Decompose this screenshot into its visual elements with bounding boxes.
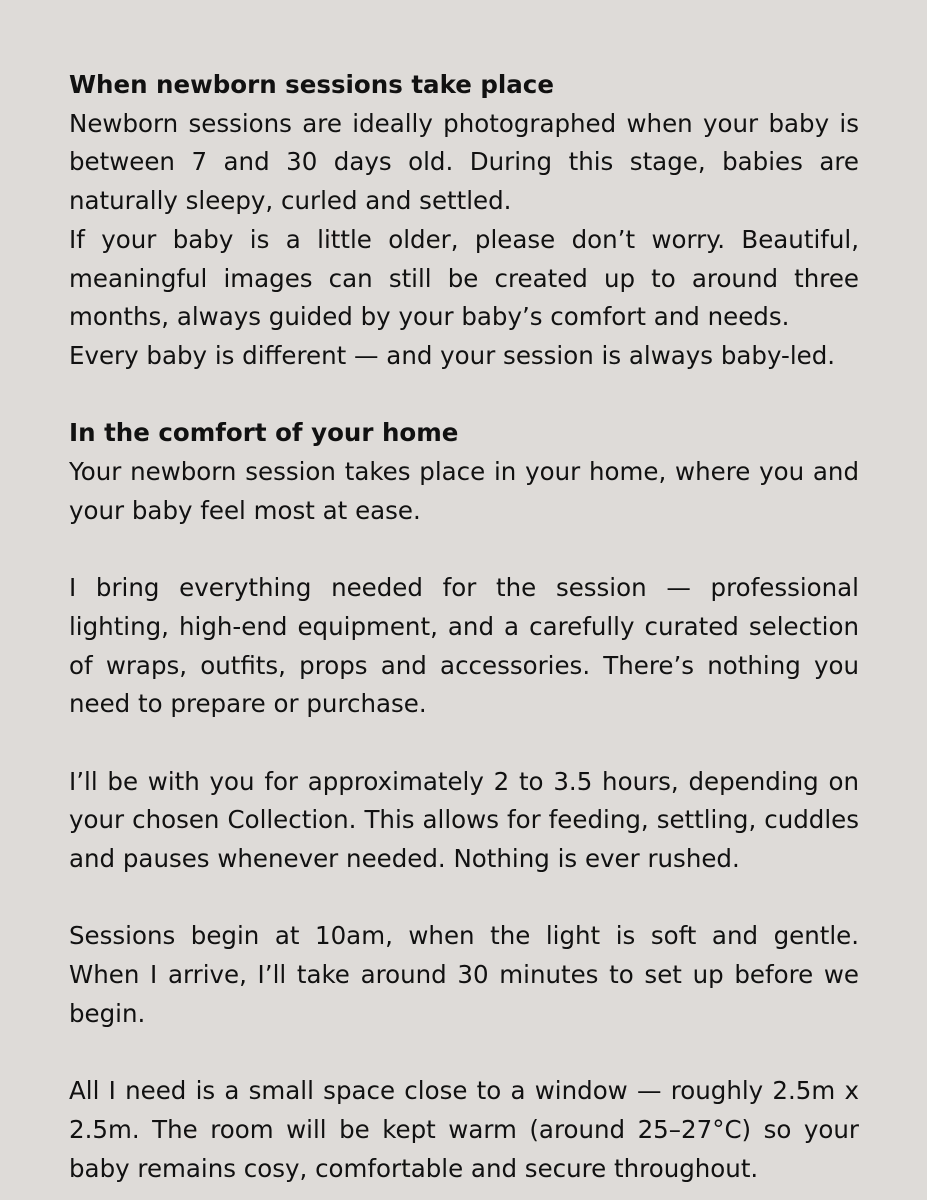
- spacer: [69, 879, 859, 918]
- section-title: When newborn sessions take place: [69, 70, 554, 99]
- paragraph: If your baby is a little older, please don’t worry. Beautiful, meaningful images can still be created up to around three months, always guided by your baby’s comfort and needs.: [69, 224, 859, 332]
- spacer: [69, 376, 859, 415]
- paragraph: Sessions begin at 10am, when the light is soft and gentle. When I arrive, I’ll take around 30 minutes to set up before we begin.: [69, 921, 859, 1028]
- spacer: [69, 1034, 859, 1073]
- paragraph: Your newborn session takes place in your home, where you and your baby feel most at ease.: [69, 457, 859, 525]
- paragraph: Every baby is different — and your session is always baby-led.: [69, 340, 836, 370]
- paragraph: All I need is a small space close to a window — roughly 2.5m x 2.5m. The room will be kept warm (around 25–27°C) so your baby remains cosy, comfortable and secure throughout.: [69, 1076, 859, 1183]
- document-body: [69, 66, 859, 1188]
- spacer: [69, 530, 859, 569]
- section-title: In the comfort of your home: [69, 418, 459, 448]
- paragraph: I’ll be with you for approximately 2 to 3.5 hours, depending on your chosen Collection. This allows for feeding, settling, cuddles and pauses whenever needed. Nothing is ever rushed.: [69, 766, 859, 874]
- section-when-sessions-take-place: [69, 66, 859, 376]
- paragraph: Newborn sessions are ideally photographed when your baby is between 7 and 30 days old. During this stage, babies are naturally sleepy, curled and settled.: [69, 108, 859, 216]
- spacer: [69, 724, 859, 763]
- section-comfort-of-home: [69, 414, 859, 1188]
- paragraph: I bring everything needed for the session — professional lighting, high-end equipment, and a carefully curated selection of wraps, outfits, props and accessories. There’s nothing you need to prepare or purchase.: [69, 573, 859, 719]
